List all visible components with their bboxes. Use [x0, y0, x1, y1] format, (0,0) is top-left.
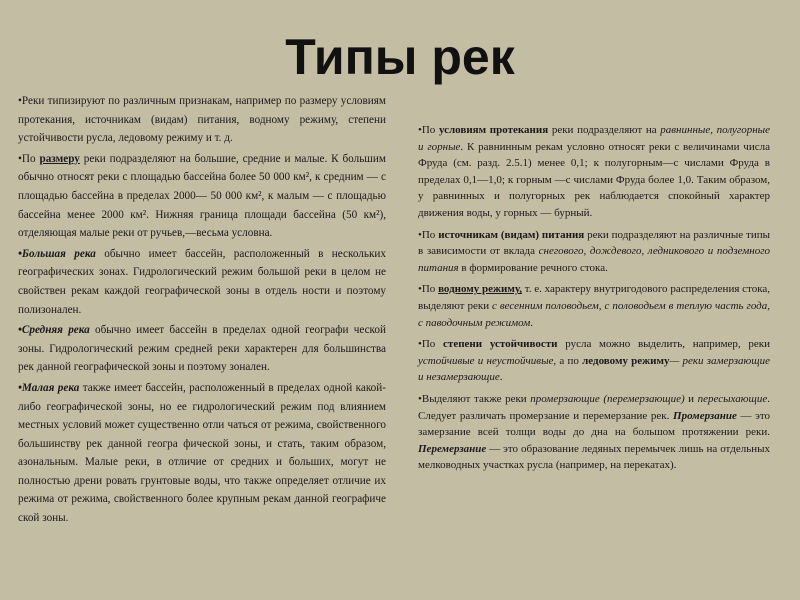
freezing-text: — это образование ледяных перемычек лишь на отдельных мелководных участках русла (например, на перекатах). [418, 442, 770, 472]
freezing-mid2: . Следует различать промерзание и перемерзание рек. [418, 392, 770, 422]
small-river-text: также имеет бассейн, расположенный в пределах одной какой-либо географической зоны, но ее гидрологический режим под влиянием местных условий может существенно отли чаться от режима, свойственного большинству рек данной геогра фической зоны, и стать, таким образом, азональным. Малые реки, в отличие от средних и больших, могут не полностью дрени ровать грунтовые воды, что также определяет отличие их режима от режима, свойственного более крупным рекам данной географиче ской зоны. [18, 381, 386, 525]
feeding-paragraph [418, 227, 770, 277]
freezing-term2: Перемерзание [418, 442, 487, 455]
medium-river-text: обычно имеет бассейн в пределах одной географи ческой зоны. Гидрологический режим средней реки характерен для большинства рек данной географической зоны и поэтому зонален. [18, 324, 386, 374]
water-regime-paragraph [418, 281, 770, 331]
feeding-text: в формирование речного стока. [458, 261, 608, 274]
stability-paragraph [418, 336, 770, 386]
flow-text: . К равнинным рекам условно относят реки с величинами числа Фруда (см. разд. 2.5.1) менее 0,1; к полугорным—с числами Фруда в пределах 0,1—1,0; к горным —с числами Фруда более 1,0. Таким образом, у равнинных и полугорных рек наблюдается спокойный характер движения воды, у горных — бурный. [418, 140, 770, 219]
regime-term: водному режиму, [438, 283, 523, 296]
freezing-mid3: — это замерзание всей толщи воды до дна на большом протяжении реки. [418, 409, 770, 439]
small-river-term: •Малая река [18, 381, 80, 394]
stability-pre: •По [418, 338, 444, 351]
freezing-pre: •Выделяют также реки [418, 392, 531, 405]
right-column [418, 122, 770, 479]
freezing-types2: пересыхающие [697, 392, 768, 405]
intro-text: •Реки типизируют по различным признакам, например по размеру условиям протекания, источникам (видам) питания, водному режиму, степени устойчивости русла, ледовому режиму и т. д. [18, 95, 386, 145]
flow-conditions-paragraph [418, 122, 770, 222]
large-river-text: обычно имеет бассейн, расположенный в нескольких географических зонах. Гидрологический режим большой реки в целом не свойствен рекам каждой географической зоны в отдель ности и поэтому полизонален. [18, 247, 386, 316]
stability-mid: русла можно выделить, например, реки [557, 338, 771, 351]
stability-mid2: , а по [553, 354, 583, 367]
size-paragraph [18, 150, 386, 243]
feeding-pre: •По [418, 228, 439, 241]
freezing-types1: промерзающие (перемерзающие) [530, 392, 685, 405]
freezing-term1: Промерзание [673, 409, 737, 422]
freezing-mid1: и [684, 392, 698, 405]
page-title: Типы рек [285, 29, 515, 85]
regime-text: . [530, 316, 534, 329]
stability-term: степени устойчивости [443, 338, 558, 351]
medium-river-term: •Средняя река [18, 324, 90, 337]
intro-paragraph [18, 92, 386, 148]
ice-regime-term: ледовому режиму [582, 354, 670, 367]
large-river-paragraph [18, 245, 386, 319]
regime-types: с весенним половодьем, с половодьем в теплую часть года, с паводочным режимом [418, 299, 770, 329]
ice-regime-types: — реки замерзающие и незамерзающие [418, 354, 770, 384]
regime-pre: •По [418, 283, 439, 296]
flow-types: равнинные, полугорные и горные [418, 124, 770, 153]
stability-types: устойчивые и неустойчивые [418, 354, 554, 367]
flow-pre: •По [418, 124, 439, 136]
freezing-paragraph [418, 391, 770, 474]
size-term: размеру [39, 152, 80, 165]
small-river-paragraph [18, 379, 386, 528]
regime-mid: т. е. характеру внутригодового распределения стока, выделяют реки [418, 283, 770, 312]
medium-river-paragraph [18, 321, 386, 377]
feeding-mid: реки подразделяют на различные типы в зависимости от вклада [418, 228, 770, 258]
left-column [18, 92, 386, 530]
size-pre: •По [18, 152, 40, 165]
feeding-types: снегового, дождевого, ледникового и подземного питания [418, 245, 770, 274]
size-text: реки подразделяют на большие, средние и малые. К большим обычно относят реки с площадью бассейна более 50 000 км², к средним — с площадью бассейна в пределах 2000— 50 000 км², к малым — с площадью бассейна менее 2000 км². Нижняя граница площади бассейна (50 км²), отделяющая малые реки от ручьев,—весьма условна. [18, 152, 386, 240]
stability-text: . [499, 371, 503, 384]
flow-mid: реки подразделяют на [548, 124, 661, 136]
feeding-term: источникам (видам) питания [438, 228, 585, 241]
large-river-term: •Большая река [18, 247, 96, 260]
flow-term: условиям протекания [438, 124, 549, 136]
